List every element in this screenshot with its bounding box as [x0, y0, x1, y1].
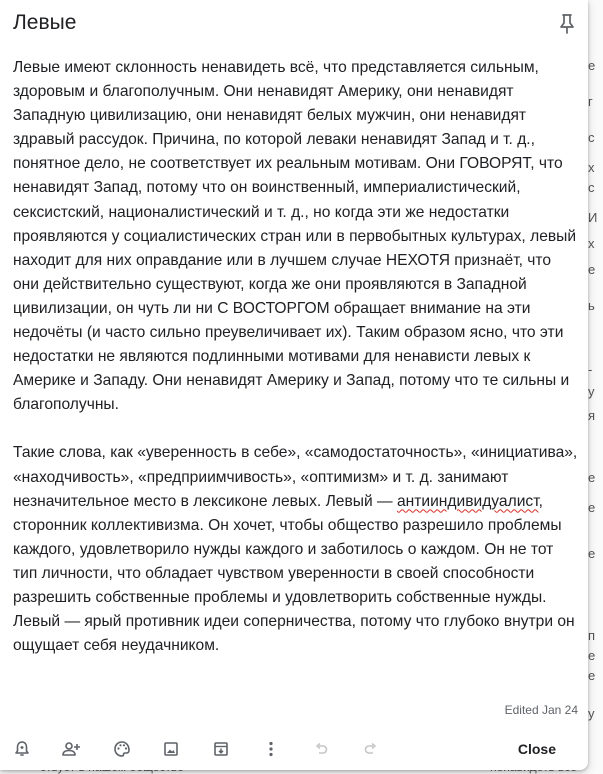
palette-icon[interactable]: [111, 738, 133, 760]
note-paragraph-1: Левые имеют склонность ненавидеть всё, что представляется сильным, здоровым и благополучным. Они ненавидят Америку, они ненавидят Западную цивилизацию, они ненавидят белых мужчин, они ненавидят здравый рассудок. Причина, по которой леваки ненавидят Запад и т. д., понятное дело, не соответствует их реальным мотивам. Они ГОВОРЯТ, что ненавидят Запад, потому что он воинственный, империалистический, сексистский, националистический и т. д., но когда эти же недостатки проявляются у социалистических стран или в первобытных культурах, левый находит для них оправдание или в лучшем случае НЕХОТЯ признаёт, что они действительно существуют, когда же они проявляются в Западной цивилизации, он чуть ли ни С ВОСТОРГОМ обращает внимание на эти недочёты (и часто сильно преувеличивает их). Таким образом ясно, что эти недостатки не являются подлинными мотивами для ненависти левых к Америке и Западу. Они ненавидят Америку и Запад, потому что те сильны и благополучны.: [13, 59, 577, 414]
collaborator-icon[interactable]: [60, 738, 82, 760]
note-toolbar: [0, 734, 588, 764]
note-paragraph-2: [13, 441, 581, 658]
note-title[interactable]: Левые: [13, 11, 77, 34]
edited-timestamp: Edited Jan 24: [504, 703, 578, 717]
misspelled-word[interactable]: антииндивидуалист: [396, 492, 539, 510]
pin-icon[interactable]: [556, 12, 578, 36]
image-icon[interactable]: [160, 738, 182, 760]
close-button[interactable]: Close: [506, 737, 568, 761]
reminder-icon[interactable]: [11, 738, 33, 760]
undo-icon[interactable]: [310, 738, 332, 760]
redo-icon[interactable]: [360, 738, 382, 760]
background-content-peek: е г с х с И х е ь - у я е е е п е е у: [585, 0, 603, 774]
p2-text-after: , сторонник коллективизма. Он хочет, чтобы общество разрешило проблемы каждого, удовлетворило нужды каждого и заботилось о каждом. Он не тот тип личности, что обладает чувством уверенности в своей способности разрешить собственные проблемы и удовлетворить собственные нужды. Левый — ярый противник идеи соперничества, потому что глубоко внутри он ощущает себя неудачником.: [13, 492, 575, 655]
note-body[interactable]: [13, 56, 581, 658]
archive-icon[interactable]: [210, 738, 232, 760]
p2-text-before: Такие слова, как «уверенность в себе», «самодостаточность», «инициатива», «находчивость», «предприимчивость», «оптимизм» и т. д. занимают незначительное место в лексиконе левых. Левый —: [13, 444, 578, 510]
more-icon[interactable]: [260, 738, 282, 760]
